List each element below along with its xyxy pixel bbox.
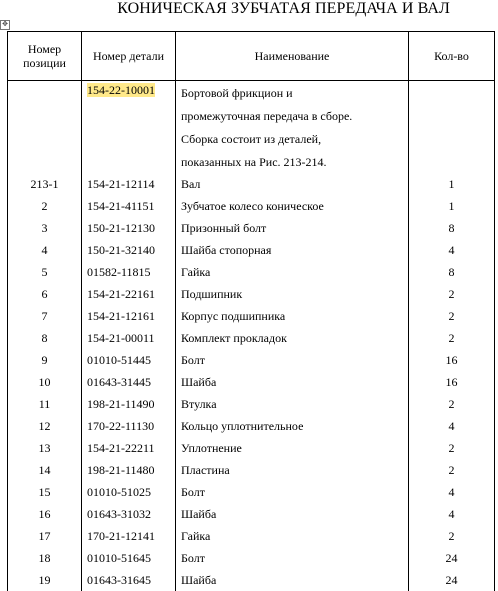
quantity-cell: 1 [409, 173, 495, 195]
name-cell: Вал [176, 173, 409, 195]
table-row [8, 481, 495, 503]
quantity-cell: 1 [409, 195, 495, 217]
header-name: Наименование [176, 32, 409, 81]
assembly-description [176, 81, 409, 174]
part-number-cell: 01010-51445 [82, 349, 176, 371]
quantity-cell: 24 [409, 569, 495, 591]
name-cell: Подшипник [176, 283, 409, 305]
table-row [8, 503, 495, 525]
table-row [8, 393, 495, 415]
quantity-cell: 2 [409, 459, 495, 481]
table-row [8, 547, 495, 569]
assembly-part-cell [82, 81, 176, 174]
table-row [8, 261, 495, 283]
table-row [8, 415, 495, 437]
table-row [8, 173, 495, 195]
header-position: Номер позиции [8, 32, 82, 81]
table-row [8, 283, 495, 305]
part-number-cell: 154-21-41151 [82, 195, 176, 217]
assembly-line: Бортовой фрикцион и [181, 86, 293, 100]
table-row [8, 305, 495, 327]
position-cell: 5 [8, 261, 82, 283]
name-cell: Комплект прокладок [176, 327, 409, 349]
table-row [8, 437, 495, 459]
quantity-cell: 4 [409, 503, 495, 525]
quantity-cell: 4 [409, 239, 495, 261]
quantity-cell: 4 [409, 415, 495, 437]
part-number-cell: 154-21-12161 [82, 305, 176, 327]
part-number-cell: 154-21-22211 [82, 437, 176, 459]
table-row [8, 459, 495, 481]
position-cell: 11 [8, 393, 82, 415]
name-cell: Гайка [176, 261, 409, 283]
quantity-cell: 16 [409, 349, 495, 371]
quantity-cell: 4 [409, 481, 495, 503]
part-number-cell: 01643-31645 [82, 569, 176, 591]
position-cell: 15 [8, 481, 82, 503]
part-number-cell: 198-21-11490 [82, 393, 176, 415]
quantity-cell: 2 [409, 283, 495, 305]
quantity-cell: 24 [409, 547, 495, 569]
part-number-cell: 01010-51025 [82, 481, 176, 503]
assembly-position [8, 81, 82, 174]
position-cell: 19 [8, 569, 82, 591]
part-number-cell: 01643-31032 [82, 503, 176, 525]
quantity-cell: 2 [409, 327, 495, 349]
position-cell: 2 [8, 195, 82, 217]
assembly-quantity [409, 81, 495, 174]
position-cell: 17 [8, 525, 82, 547]
table-row [8, 239, 495, 261]
quantity-cell: 2 [409, 393, 495, 415]
part-number-cell: 170-21-12141 [82, 525, 176, 547]
position-cell: 213-1 [8, 173, 82, 195]
name-cell: Болт [176, 349, 409, 371]
quantity-cell: 2 [409, 305, 495, 327]
part-number-cell: 170-22-11130 [82, 415, 176, 437]
name-cell: Гайка [176, 525, 409, 547]
position-cell: 10 [8, 371, 82, 393]
quantity-cell: 16 [409, 371, 495, 393]
name-cell: Кольцо уплотнительное [176, 415, 409, 437]
assembly-line: промежуточная передача в сборе. [181, 109, 353, 123]
position-cell: 6 [8, 283, 82, 305]
document-title: КОНИЧЕСКАЯ ЗУБЧАТАЯ ПЕРЕДАЧА И ВАЛ [117, 0, 450, 17]
part-number-cell: 154-21-00011 [82, 327, 176, 349]
table-row [8, 217, 495, 239]
name-cell: Болт [176, 547, 409, 569]
table-row [8, 195, 495, 217]
quantity-cell: 2 [409, 437, 495, 459]
header-quantity: Кол-во [409, 32, 495, 81]
name-cell: Шайба [176, 371, 409, 393]
position-cell: 4 [8, 239, 82, 261]
quantity-cell: 2 [409, 525, 495, 547]
position-cell: 7 [8, 305, 82, 327]
assembly-line: показанных на Рис. 213-214. [181, 155, 327, 169]
name-cell: Шайба [176, 569, 409, 591]
name-cell: Корпус подшипника [176, 305, 409, 327]
table-header-row [8, 32, 495, 81]
name-cell: Втулка [176, 393, 409, 415]
position-cell: 18 [8, 547, 82, 569]
header-part-number: Номер детали [82, 32, 176, 81]
part-number-cell: 154-21-12114 [82, 173, 176, 195]
position-cell: 13 [8, 437, 82, 459]
table-row [8, 569, 495, 591]
move-handle-icon[interactable]: ✥ [0, 20, 10, 30]
table-row [8, 327, 495, 349]
part-number-cell: 01643-31445 [82, 371, 176, 393]
name-cell: Шайба стопорная [176, 239, 409, 261]
part-number-cell: 150-21-32140 [82, 239, 176, 261]
part-number-cell: 01010-51645 [82, 547, 176, 569]
name-cell: Призонный болт [176, 217, 409, 239]
name-cell: Зубчатое колесо коническое [176, 195, 409, 217]
quantity-cell: 8 [409, 217, 495, 239]
table-row [8, 525, 495, 547]
assembly-line: Сборка состоит из деталей, [181, 132, 322, 146]
part-number-cell: 01582-11815 [82, 261, 176, 283]
name-cell: Уплотнение [176, 437, 409, 459]
part-number-cell: 198-21-11480 [82, 459, 176, 481]
table-row [8, 349, 495, 371]
position-cell: 8 [8, 327, 82, 349]
position-cell: 16 [8, 503, 82, 525]
position-cell: 12 [8, 415, 82, 437]
assembly-part-number: 154-22-10001 [87, 83, 155, 97]
assembly-row [8, 81, 495, 174]
name-cell: Болт [176, 481, 409, 503]
quantity-cell: 8 [409, 261, 495, 283]
name-cell: Пластина [176, 459, 409, 481]
name-cell: Шайба [176, 503, 409, 525]
parts-table [7, 31, 495, 591]
part-number-cell: 150-21-12130 [82, 217, 176, 239]
part-number-cell: 154-21-22161 [82, 283, 176, 305]
position-cell: 9 [8, 349, 82, 371]
table-row [8, 371, 495, 393]
position-cell: 3 [8, 217, 82, 239]
position-cell: 14 [8, 459, 82, 481]
